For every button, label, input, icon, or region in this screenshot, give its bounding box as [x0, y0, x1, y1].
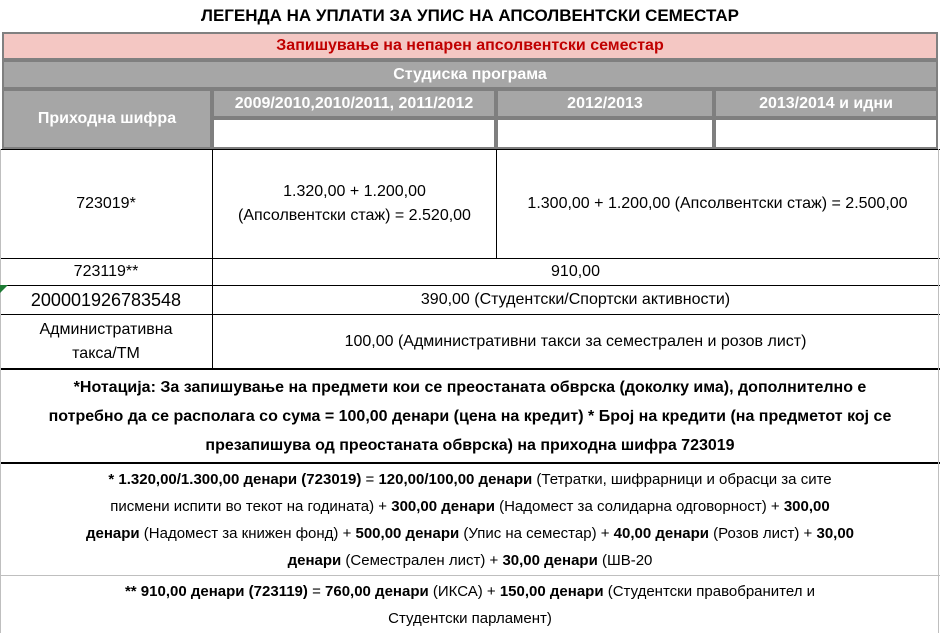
fn-text: писмени испити во текот на годината) + — [110, 497, 392, 515]
amount-line-1: 1.320,00 + 1.200,00 — [283, 183, 426, 200]
amount-line-2: (Апсолвентски стаж) = 2.520,00 — [238, 207, 471, 224]
fn-bold: 150,00 денари — [499, 582, 604, 600]
subtitle-bar: Запишување на непарен апсолвентски семестар — [2, 32, 938, 60]
year-header-1: 2009/2010,2010/2011, 2011/2012 — [212, 89, 496, 118]
notation-line-1: *Нотација: За запишување на предмети кои се преостаната обврска (доколку има), дополнително е — [73, 378, 867, 396]
fn-bold: 40,00 денари — [613, 524, 710, 542]
fn-text: = — [307, 582, 326, 600]
fn-text: (Надомест за солидарна одговорност) + — [494, 497, 784, 515]
amount-student-activities: 390,00 (Студентски/Спортски активности) — [420, 291, 731, 308]
fn-bold: 300,00 — [783, 497, 830, 515]
year-header-3: 2013/2014 и идни — [714, 89, 938, 118]
fn-bold: ** 910,00 денари (723119) — [124, 582, 308, 600]
footnote-723019 — [0, 464, 940, 575]
admin-fee-line-1: Административна — [39, 320, 173, 338]
fn-text: Студентски парламент) — [388, 609, 552, 627]
code-header: Приходна шифра — [2, 89, 212, 149]
fn-text: (ИКСА) + — [428, 582, 500, 600]
fn-bold: 500,00 денари — [355, 524, 460, 542]
fn-bold: 760,00 денари — [325, 582, 429, 600]
program-header: Студиска програма — [2, 60, 938, 89]
fn-bold: * 1.320,00/1.300,00 денари (723019) — [108, 470, 362, 488]
fn-bold: 300,00 денари — [391, 497, 495, 515]
footnote-2-line-1 — [125, 578, 815, 605]
code-723119: 723119** — [73, 263, 139, 280]
fn-text: (Упис на семестар) + — [459, 524, 614, 542]
notation-line-3: презапишува од преостаната обврска) на приходна шифра 723019 — [205, 436, 735, 454]
code-723019: 723019* — [76, 195, 136, 212]
fn-bold: денари — [287, 551, 342, 569]
blank-cell-3 — [714, 118, 938, 149]
footnote-723119 — [0, 576, 940, 633]
blank-cell-1 — [212, 118, 496, 149]
footnote-1-line-3 — [86, 520, 854, 547]
code-200001926783548: 200001926783548 — [30, 289, 182, 310]
amount-723119: 910,00 — [551, 263, 600, 280]
footnote-1-line-4 — [288, 547, 653, 574]
admin-fee-line-2: такса/ТМ — [72, 344, 140, 362]
footnote-2-line-2 — [388, 605, 552, 632]
fn-bold: 30,00 денари — [502, 551, 598, 569]
amount-2012-onwards: 1.300,00 + 1.200,00 (Апсолвентски стаж) = 2.500,00 — [527, 195, 908, 212]
footnote-1-line-2 — [110, 493, 829, 520]
fn-bold: денари — [85, 524, 140, 542]
amount-2009-2012 — [213, 150, 496, 258]
fn-text: = — [361, 470, 379, 488]
page-title: ЛЕГЕНДА НА УПЛАТИ ЗА УПИС НА АПСОЛВЕНТСКИ СЕМЕСТАР — [201, 6, 739, 25]
year-header-2: 2012/2013 — [496, 89, 714, 118]
amount-admin-fee: 100,00 (Административни такси за семестрален и розов лист) — [344, 332, 807, 350]
fn-text: (Розов лист) + — [709, 524, 817, 542]
fn-text: (Надомест за книжен фонд) + — [139, 524, 356, 542]
fn-text: (Семестрален лист) + — [341, 551, 503, 569]
fn-text: (Студентски правобранител и — [603, 582, 816, 600]
fn-text: (ШВ-20 — [597, 551, 653, 569]
fn-bold: 120,00/100,00 денари — [378, 470, 533, 488]
blank-cell-2 — [496, 118, 714, 149]
code-admin-fee — [0, 315, 212, 368]
fn-text: (Тетратки, шифрарници и обрасци за сите — [532, 470, 832, 488]
footnote-1-line-1 — [108, 466, 831, 493]
fn-bold: 30,00 — [816, 524, 855, 542]
notation-line-2: потребно да се располага со сума = 100,00 денари (цена на кредит) * Број на кредити (на предметот кој се — [48, 407, 892, 425]
notation-block — [0, 370, 940, 462]
